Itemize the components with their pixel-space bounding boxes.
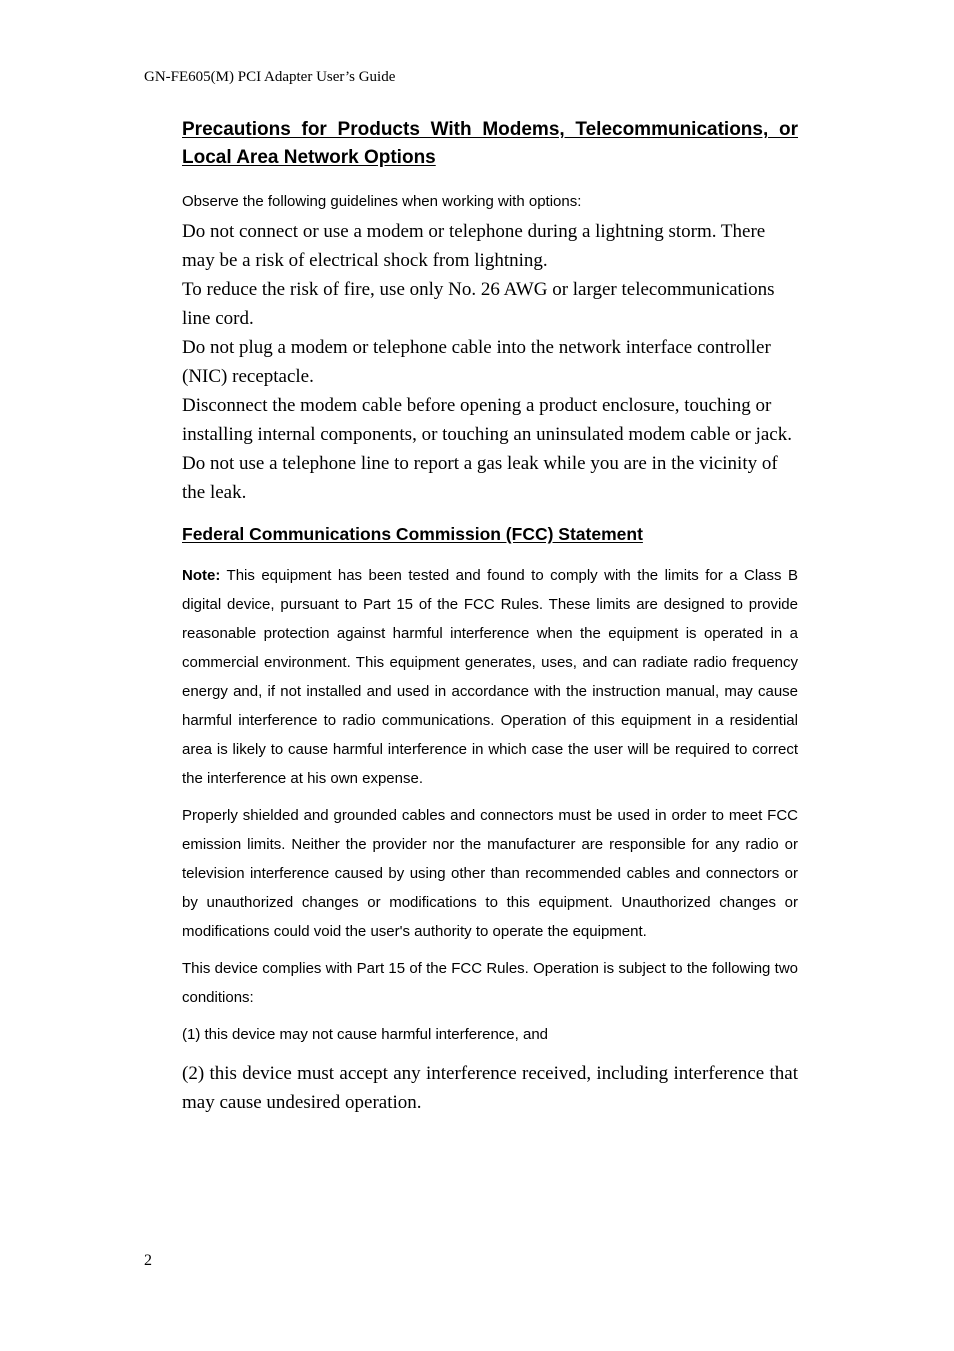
precaution-item: To reduce the risk of fire, use only No. 26 AWG or larger telecommunications line cord. [182, 279, 775, 329]
fcc-condition-1: (1) this device may not cause harmful interference, and [182, 1026, 549, 1043]
fcc-cables-paragraph: Properly shielded and grounded cables and connectors must be used in order to meet FCC emission limits. Neither the provider nor the manufacturer are responsible for any radio or television interference caused by using other than recommended cables and connectors or by unauthorized changes or modifications to this equipment. Unauthorized changes or modifications could void the user's authority to operate the equipment. [182, 807, 798, 940]
precautions-heading: Precautions for Products With Modems, Telecommunications, or Local Area Network Options [182, 119, 798, 168]
fcc-note-text: This equipment has been tested and found to comply with the limits for a Class B digital device, pursuant to Part 15 of the FCC Rules. These limits are designed to provide reasonable protection against harmful interference when the equipment is operated in a commercial environment. This equipment generates, uses, and can radiate radio frequency energy and, if not installed and used in accordance with the instruction manual, may cause harmful interference to radio communications. Operation of this equipment in a residential area is likely to cause harmful interference in which case the user will be required to correct the interference at his own expense. [182, 567, 798, 787]
precautions-intro: Observe the following guidelines when working with options: [182, 193, 582, 210]
fcc-note-paragraph [182, 561, 798, 793]
precaution-item: Do not use a telephone line to report a gas leak while you are in the vicinity of the leak. [182, 453, 778, 503]
fcc-condition-2: (2) this device must accept any interference received, including interference that may cause undesired operation. [182, 1063, 798, 1113]
fcc-compliance-paragraph: This device complies with Part 15 of the FCC Rules. Operation is subject to the following two conditions: [182, 960, 798, 1006]
page-number: 2 [144, 1252, 152, 1269]
precaution-item: Do not plug a modem or telephone cable into the network interface controller (NIC) receptacle. [182, 337, 771, 387]
running-header: GN-FE605(M) PCI Adapter User’s Guide [144, 69, 396, 85]
fcc-note-label: Note: [182, 567, 221, 584]
fcc-heading: Federal Communications Commission (FCC) Statement [182, 524, 643, 544]
precautions-list [182, 217, 798, 507]
precaution-item: Disconnect the modem cable before opening a product enclosure, touching or installing internal components, or touching an uninsulated modem cable or jack. [182, 395, 792, 445]
page-content [182, 116, 798, 1117]
precaution-item: Do not connect or use a modem or telephone during a lightning storm. There may be a risk of electrical shock from lightning. [182, 221, 766, 271]
